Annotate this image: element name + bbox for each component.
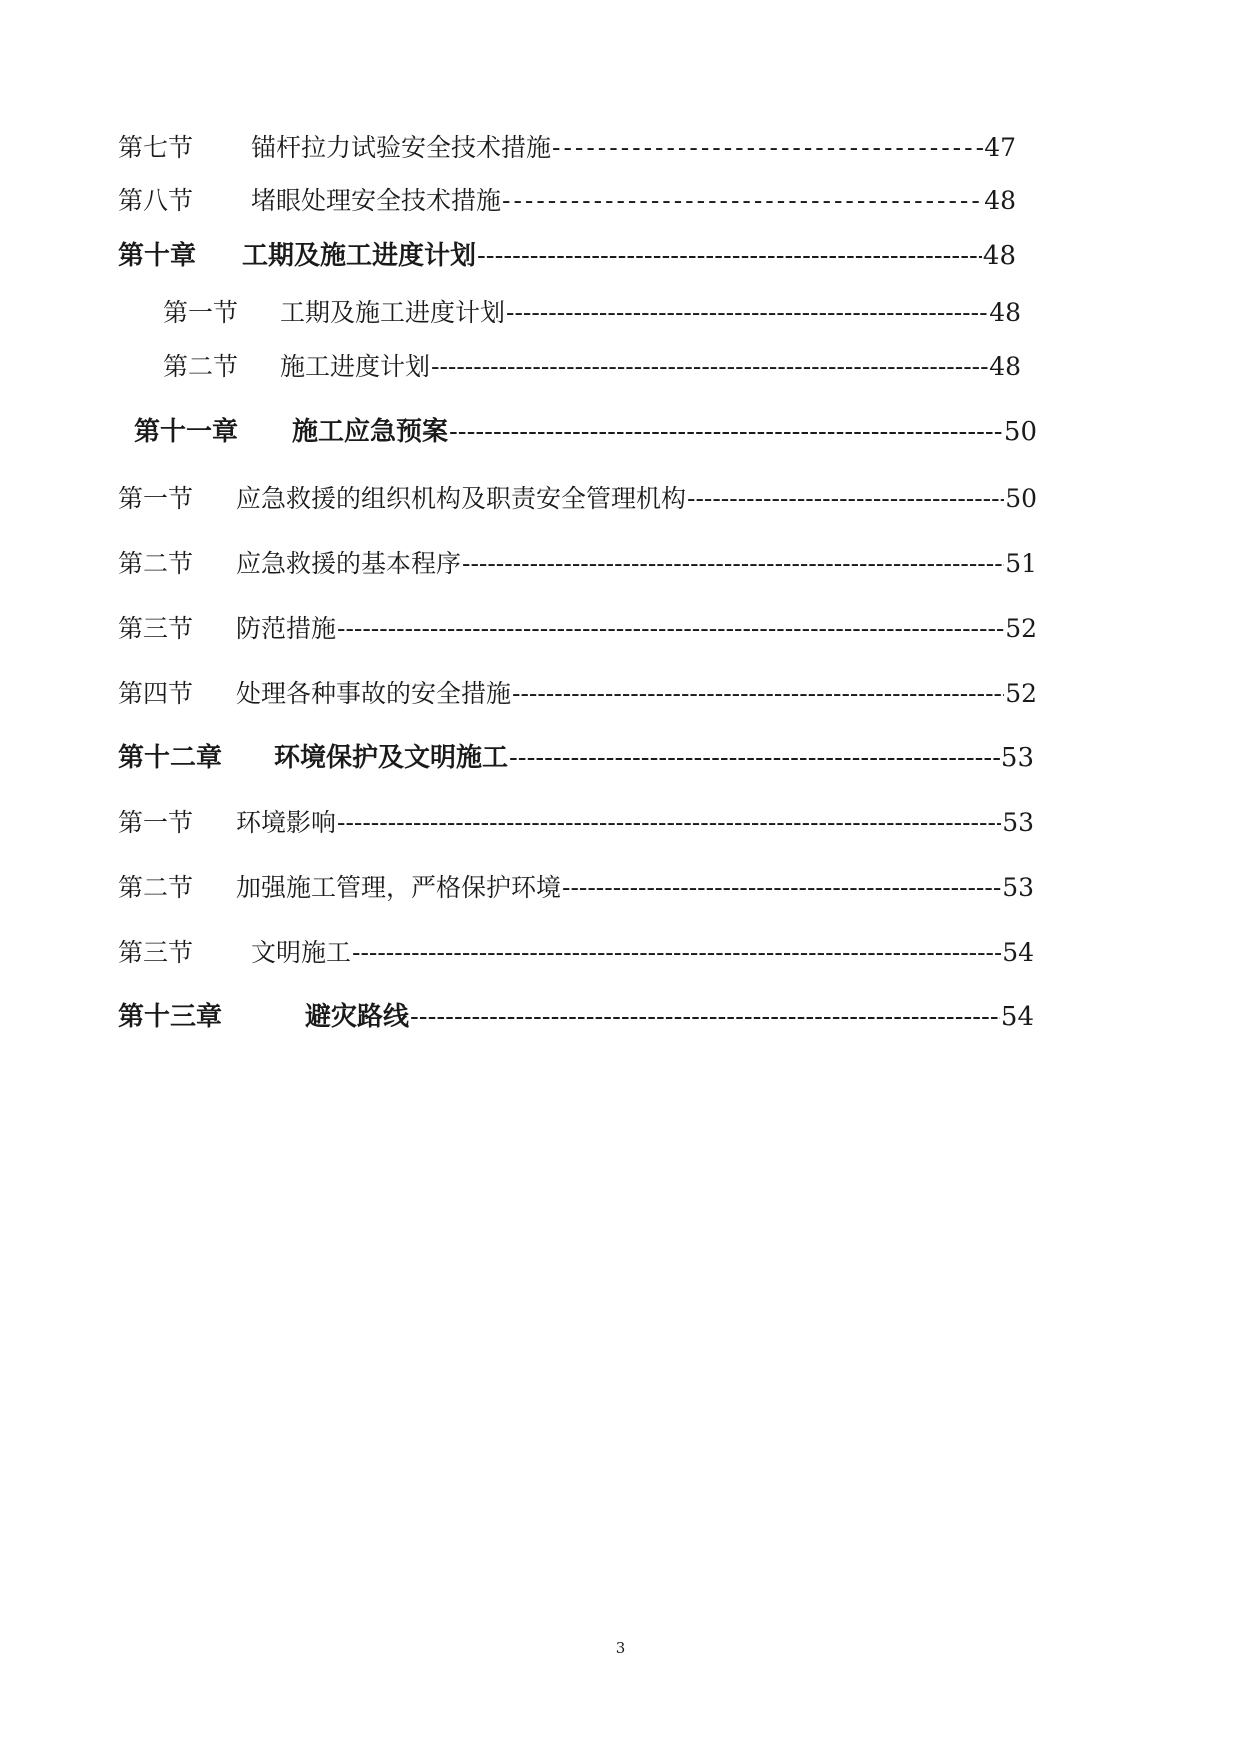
toc-entry [118, 547, 1037, 581]
toc-entry-title: 文明施工 [251, 938, 352, 967]
toc-entry-number: 第十章 [118, 241, 197, 271]
toc-entry [118, 936, 1034, 970]
toc-entry-title: 环境影响 [236, 808, 337, 837]
toc-dot-leader [502, 184, 983, 218]
toc-entry [118, 482, 1037, 516]
toc-entry-page: 51 [1005, 549, 1037, 578]
toc-entry-title: 避灾路线 [305, 1002, 410, 1032]
toc-entry-chapter [118, 1000, 1034, 1034]
toc-entry-title: 应急救援的基本程序 [236, 549, 462, 578]
toc-entry-page: 48 [982, 241, 1016, 271]
toc-entry-number: 第一节 [163, 298, 239, 327]
toc-entry [163, 296, 1021, 330]
toc-entry-title: 施工进度计划 [280, 352, 431, 381]
toc-entry [118, 677, 1037, 711]
toc-entry-page: 50 [1003, 417, 1037, 447]
toc-entry [118, 131, 1016, 165]
toc-entry-number: 第十一章 [134, 417, 239, 447]
toc-dot-leader [462, 547, 1004, 581]
toc-dot-leader [410, 1000, 1000, 1034]
toc-entry [118, 871, 1034, 905]
toc-entry-title: 环境保护及文明施工 [274, 743, 509, 773]
toc-dot-leader [506, 296, 988, 330]
toc-entry-page: 52 [1005, 614, 1037, 643]
toc-entry-title: 堵眼处理安全技术措施 [251, 186, 502, 215]
toc-entry-title: 工期及施工进度计划 [280, 298, 506, 327]
toc-entry-page: 53 [1000, 743, 1034, 773]
toc-entry [118, 184, 1016, 218]
toc-entry-number: 第二节 [118, 873, 194, 902]
toc-entry-title: 加强施工管理，严格保护环境 [236, 873, 562, 902]
toc-entry-page: 53 [1002, 808, 1034, 837]
toc-entry-number: 第四节 [118, 679, 194, 708]
toc-entry-number: 第十三章 [118, 1002, 223, 1032]
toc-entry-number: 第三节 [118, 938, 194, 967]
toc-entry-title: 应急救援的组织机构及职责安全管理机构 [236, 484, 687, 513]
toc-dot-leader [687, 482, 1004, 516]
toc-entry [118, 806, 1034, 840]
toc-entry-page: 53 [1002, 873, 1034, 902]
toc-entry-page: 50 [1005, 484, 1037, 513]
toc-dot-leader [512, 677, 1004, 711]
toc-dot-leader [337, 612, 1004, 646]
page-number: 3 [615, 1639, 626, 1657]
toc-entry-number: 第七节 [118, 133, 194, 162]
toc-entry-number: 第一节 [118, 808, 194, 837]
toc-entry-page: 48 [984, 186, 1016, 215]
toc-entry [118, 612, 1037, 646]
toc-dot-leader [352, 936, 1001, 970]
toc-entry-page: 52 [1005, 679, 1037, 708]
toc-entry-page: 48 [989, 298, 1021, 327]
toc-entry-chapter [118, 741, 1034, 775]
toc-entry-chapter [134, 415, 1037, 449]
toc-dot-leader [562, 871, 1001, 905]
toc-entry-number: 第八节 [118, 186, 194, 215]
toc-dot-leader [477, 239, 982, 273]
toc-dot-leader [431, 350, 988, 384]
toc-entry-number: 第一节 [118, 484, 194, 513]
toc-entry-title: 工期及施工进度计划 [242, 241, 477, 271]
toc-entry-number: 第二节 [118, 549, 194, 578]
toc-entry-title: 防范措施 [236, 614, 337, 643]
toc-entry-page: 54 [1000, 1002, 1034, 1032]
toc-entry-number: 第二节 [163, 352, 239, 381]
toc-entry-title: 施工应急预案 [292, 417, 449, 447]
toc-entry [163, 350, 1021, 384]
toc-entry-page: 54 [1002, 938, 1034, 967]
toc-dot-leader [449, 415, 1003, 449]
toc-entry-page: 47 [984, 133, 1016, 162]
toc-entry-number: 第十二章 [118, 743, 223, 773]
toc-entry-number: 第三节 [118, 614, 194, 643]
toc-dot-leader [509, 741, 1000, 775]
toc-entry-title: 锚杆拉力试验安全技术措施 [251, 133, 552, 162]
toc-entry-page: 48 [989, 352, 1021, 381]
toc-dot-leader [552, 131, 983, 165]
toc-entry-title: 处理各种事故的安全措施 [236, 679, 512, 708]
toc-entry-chapter [118, 239, 1016, 273]
toc-dot-leader [337, 806, 1001, 840]
